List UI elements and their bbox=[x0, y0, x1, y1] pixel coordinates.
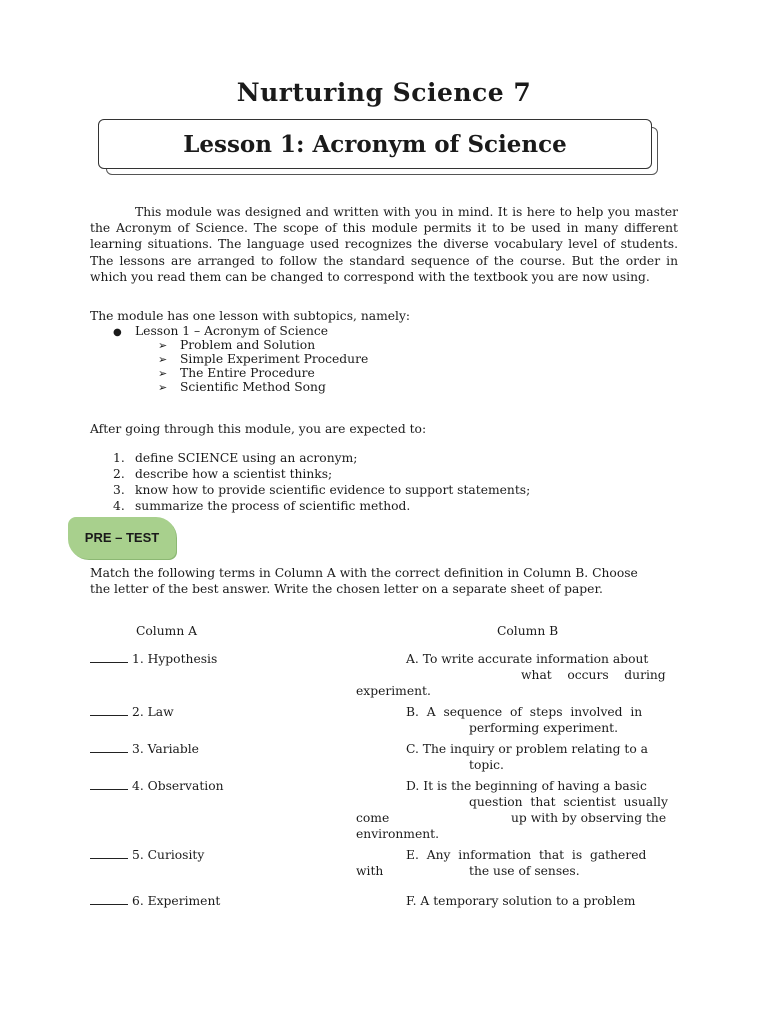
subtopic-item: ➢ The Entire Procedure bbox=[158, 365, 315, 382]
arrow-bullet-icon: ➢ bbox=[158, 339, 168, 352]
arrow-bullet-icon: ➢ bbox=[158, 381, 168, 394]
term-item: 1. Hypothesis bbox=[90, 651, 217, 667]
subtopic-item: ➢ Problem and Solution bbox=[158, 337, 315, 354]
definition-d-line3b: up with by observing the bbox=[511, 811, 667, 825]
column-b-header: Column B bbox=[497, 624, 559, 638]
answer-blank[interactable] bbox=[90, 893, 128, 905]
lesson-title-box bbox=[98, 119, 652, 169]
term-item: 5. Curiosity bbox=[90, 847, 204, 863]
term-item: 2. Law bbox=[90, 704, 174, 720]
term-item: 6. Experiment bbox=[90, 893, 220, 909]
pretest-label: PRE – TEST bbox=[84, 530, 160, 545]
subtopic-item: ➢ Simple Experiment Procedure bbox=[158, 351, 368, 368]
arrow-bullet-icon: ➢ bbox=[158, 353, 168, 366]
objective-item: 2. describe how a scientist thinks; bbox=[113, 467, 333, 481]
definition-a-line2: what occurs during bbox=[521, 668, 666, 682]
bullet-icon: ● bbox=[113, 327, 122, 338]
answer-blank[interactable] bbox=[90, 847, 128, 859]
definition-a-line1: A. To write accurate information about bbox=[406, 652, 649, 666]
definition-c-line2: topic. bbox=[469, 758, 504, 772]
definition-b-line2: performing experiment. bbox=[469, 721, 619, 735]
objective-item: 4. summarize the process of scientific method. bbox=[113, 499, 411, 513]
lesson-title: Lesson 1: Acronym of Science bbox=[183, 130, 567, 158]
term-item: 4. Observation bbox=[90, 778, 224, 794]
page-title: Nurturing Science 7 bbox=[236, 78, 532, 107]
answer-blank[interactable] bbox=[90, 651, 128, 663]
definition-e-line1: E. Any information that is gathered bbox=[406, 848, 647, 862]
answer-blank[interactable] bbox=[90, 778, 128, 790]
intro-paragraph bbox=[90, 204, 678, 285]
definition-d-line3a: come bbox=[356, 811, 390, 825]
objective-item: 3. know how to provide scientific evidence to support statements; bbox=[113, 483, 531, 497]
objective-item: 1. define SCIENCE using an acronym; bbox=[113, 451, 358, 465]
definition-c-line1: C. The inquiry or problem relating to a bbox=[406, 742, 648, 756]
definition-d-line2: question that scientist usually bbox=[469, 795, 668, 809]
definition-f-line1: F. A temporary solution to a problem bbox=[406, 894, 636, 908]
subtopic-item: ➢ Scientific Method Song bbox=[158, 379, 326, 396]
objectives-intro: After going through this module, you are expected to: bbox=[90, 422, 427, 436]
definition-e-line2a: with bbox=[356, 864, 384, 878]
answer-blank[interactable] bbox=[90, 704, 128, 716]
arrow-bullet-icon: ➢ bbox=[158, 367, 168, 380]
answer-blank[interactable] bbox=[90, 741, 128, 753]
column-a-header: Column A bbox=[136, 624, 198, 638]
instructions: Match the following terms in Column A with the correct definition in Column B. Choose the letter of the best answer. Write the chosen letter on a separate sheet of paper. bbox=[90, 566, 638, 597]
definition-d-line1: D. It is the beginning of having a basic bbox=[406, 779, 647, 793]
definition-e-line2b: the use of senses. bbox=[469, 864, 580, 878]
definition-a-line3: experiment. bbox=[356, 684, 431, 698]
definition-b-line1: B. A sequence of steps involved in bbox=[406, 705, 643, 719]
lesson-item-label: Lesson 1 – Acronym of Science bbox=[135, 324, 329, 338]
intro-paragraph-text: This module was designed and written with you in mind. It is here to help you master the Acronym of Science. The scope of this module permits it to be used in many different learning situations. The language used recognizes the diverse vocabulary level of students. The lessons are arranged to follow the standard sequence of the course. But the order in which you read them can be changed to correspond with the textbook you are now using. bbox=[90, 205, 678, 284]
term-item: 3. Variable bbox=[90, 741, 199, 757]
subtopics-intro: The module has one lesson with subtopics, namely: bbox=[90, 309, 411, 323]
definition-d-line4: environment. bbox=[356, 827, 439, 841]
